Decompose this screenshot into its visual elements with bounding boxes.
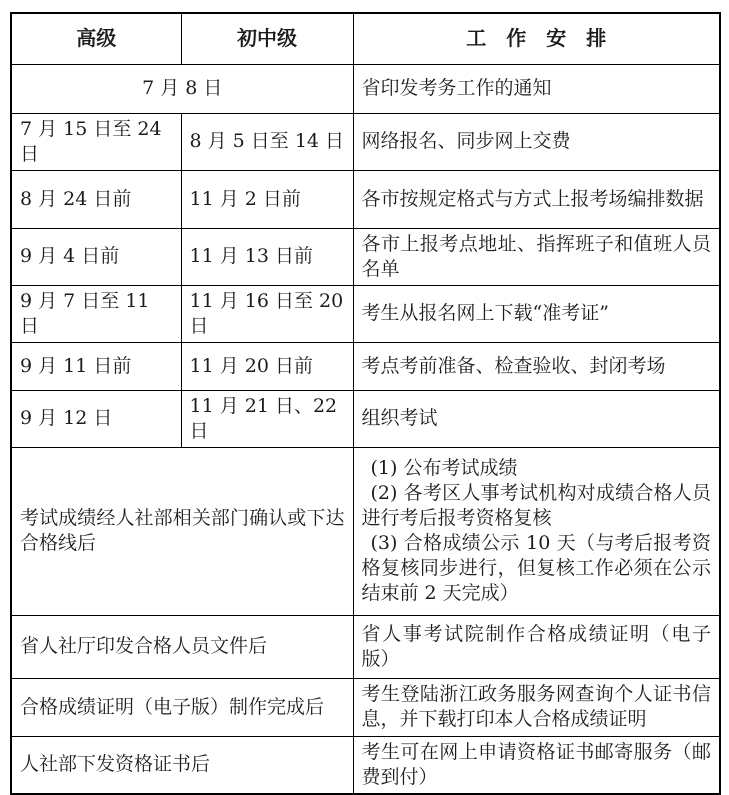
work-cell: 省人事考试院制作合格成绩证明（电子版）	[353, 615, 720, 678]
table-row	[11, 342, 720, 390]
senior-date-cell: 9 月 11 日前	[11, 342, 181, 390]
senior-date-cell: 7 月 15 日至 24 日	[11, 113, 181, 170]
junior-date-cell: 11 月 16 日至 20 日	[181, 285, 353, 342]
work-item-1: (1) 公布考试成绩	[370, 457, 518, 479]
work-cell: 考生登陆浙江政务服务网查询个人证书信息，并下载打印本人合格成绩证明	[353, 678, 720, 736]
work-cell: 组织考试	[353, 390, 720, 447]
work-item-2: (2) 各考区人事考试机构对成绩合格人员进行考后报考资格复核	[361, 482, 711, 529]
merged-date-cell: 7 月 8 日	[11, 64, 353, 113]
condition-cell: 人社部下发资格证书后	[11, 736, 353, 794]
junior-date-cell: 11 月 13 日前	[181, 228, 353, 285]
header-cell-junior: 初中级	[181, 13, 353, 64]
table-row	[11, 678, 720, 736]
work-cell: 网络报名、同步网上交费	[353, 113, 720, 170]
work-cell: 各市上报考点地址、指挥班子和值班人员名单	[353, 228, 720, 285]
condition-cell: 省人社厅印发合格人员文件后	[11, 615, 353, 678]
work-item-3: (3) 合格成绩公示 10 天（与考后报考资格复核同步进行，但复核工作必须在公示结束前 2 天完成）	[361, 532, 711, 604]
work-cell	[353, 447, 720, 615]
header-cell-senior: 高级	[11, 13, 181, 64]
junior-date-cell: 8 月 5 日至 14 日	[181, 113, 353, 170]
senior-date-cell: 9 月 12 日	[11, 390, 181, 447]
work-cell: 各市按规定格式与方式上报考场编排数据	[353, 170, 720, 228]
table-row	[11, 615, 720, 678]
table-row	[11, 390, 720, 447]
condition-cell: 合格成绩证明（电子版）制作完成后	[11, 678, 353, 736]
junior-date-cell: 11 月 20 日前	[181, 342, 353, 390]
table-header-row	[11, 13, 720, 64]
table-row	[11, 736, 720, 794]
senior-date-cell: 9 月 7 日至 11 日	[11, 285, 181, 342]
table-row	[11, 228, 720, 285]
work-cell: 考生从报名网上下载“准考证”	[353, 285, 720, 342]
work-cell: 考点考前准备、检查验收、封闭考场	[353, 342, 720, 390]
junior-date-cell: 11 月 21 日、22 日	[181, 390, 353, 447]
condition-cell: 考试成绩经人社部相关部门确认或下达合格线后	[11, 447, 353, 615]
table-row	[11, 285, 720, 342]
work-cell: 省印发考务工作的通知	[353, 64, 720, 113]
work-cell: 考生可在网上申请资格证书邮寄服务（邮费到付）	[353, 736, 720, 794]
junior-date-cell: 11 月 2 日前	[181, 170, 353, 228]
table-row	[11, 113, 720, 170]
exam-schedule-table	[10, 12, 721, 795]
senior-date-cell: 9 月 4 日前	[11, 228, 181, 285]
table-row	[11, 170, 720, 228]
header-cell-work: 工 作 安 排	[353, 13, 720, 64]
senior-date-cell: 8 月 24 日前	[11, 170, 181, 228]
table-row	[11, 447, 720, 615]
table-row	[11, 64, 720, 113]
